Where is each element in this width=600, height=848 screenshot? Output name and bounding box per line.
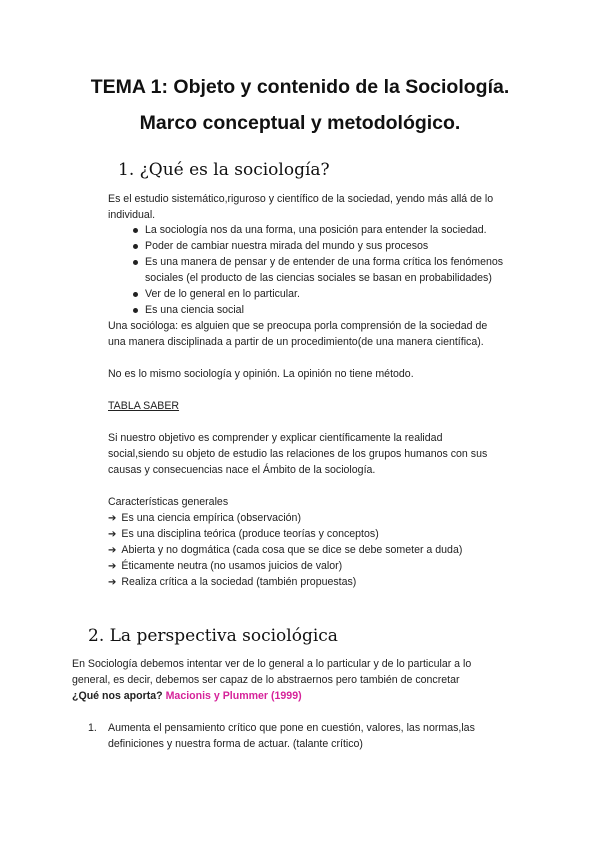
bullet-icon: [133, 260, 138, 265]
section-1-number: 1.: [118, 160, 135, 180]
bullet-item-4: Ver de lo general en lo particular.: [145, 288, 300, 300]
caracteristica-item-5: ➔ Realiza crítica a la sociedad (también propuestas): [108, 576, 357, 588]
bullet-icon: [133, 228, 138, 233]
aporta-item-1-line-2: definiciones y nuestra forma de actuar. (talante crítico): [108, 738, 363, 750]
objetivo-line-2: social,siendo su objeto de estudio las relaciones de los grupos humanos con sus: [108, 448, 488, 460]
bullet-icon: [133, 244, 138, 249]
tabla-saber-label: TABLA SABER: [108, 400, 180, 412]
bullet-item-3: Es una manera de pensar y de entender de una forma crítica los fenómenos: [145, 256, 504, 268]
bullet-item-1: La sociología nos da una forma, una posición para entender la sociedad.: [145, 224, 487, 236]
objetivo-line-3: causas y consecuencias nace el Ámbito de la sociología.: [108, 464, 376, 476]
arrow-icon: ➔: [108, 577, 117, 588]
section-2-heading: [88, 626, 338, 646]
bullet-icon: [133, 292, 138, 297]
perspectiva-intro-line-1: En Sociología debemos intentar ver de lo general a lo particular y de lo particular a lo: [72, 658, 472, 670]
bullet-icon: [133, 308, 138, 313]
document-title-line-1: TEMA 1: Objeto y contenido de la Sociología.: [90, 76, 510, 98]
aporta-question: ¿Qué nos aporta?: [72, 690, 163, 702]
section-1-title: ¿Qué es la sociología?: [139, 160, 330, 180]
caracteristica-item-2: ➔ Es una disciplina teórica (produce teorías y conceptos): [108, 528, 379, 540]
section-2-number: 2.: [88, 626, 105, 646]
bullet-item-5: Es una ciencia social: [145, 304, 244, 316]
sociologa-line-1: Una socióloga: es alguien que se preocupa porla comprensión de la sociedad de: [108, 320, 488, 332]
document-title-line-2: Marco conceptual y metodológico.: [139, 112, 461, 134]
opinion-paragraph: No es lo mismo sociología y opinión. La opinión no tiene método.: [108, 368, 414, 380]
caracteristicas-title: Características generales: [108, 496, 229, 508]
aporta-reference: Macionis y Plummer (1999): [165, 690, 302, 702]
caracteristica-item-4: ➔ Éticamente neutra (no usamos juicios de valor): [108, 560, 343, 572]
sociologa-line-2: una manera disciplinada a partir de un procedimiento(de una manera científica).: [108, 336, 484, 348]
perspectiva-intro-line-2: general, es decir, debemos ser capaz de lo abstraernos pero también de concretar: [72, 674, 460, 686]
aporta-line: [72, 688, 302, 704]
aporta-item-1-line-1: Aumenta el pensamiento crítico que pone en cuestión, valores, las normas,las: [108, 722, 475, 734]
bullet-item-3-continued: sociales (el producto de las ciencias sociales se basan en probabilidades): [145, 272, 492, 284]
section-2-title: La perspectiva sociológica: [109, 626, 338, 646]
arrow-icon: ➔: [108, 529, 117, 540]
caracteristica-item-3: ➔ Abierta y no dogmática (cada cosa que se dice se debe someter a duda): [108, 544, 463, 556]
definition-line-1: Es el estudio sistemático,riguroso y científico de la sociedad, yendo más allá de lo: [108, 193, 494, 205]
definition-line-2: individual.: [108, 209, 156, 221]
section-1-heading: [118, 160, 330, 180]
objetivo-line-1: Si nuestro objetivo es comprender y explicar científicamente la realidad: [108, 432, 443, 444]
list-number: 1.: [88, 722, 97, 734]
caracteristica-item-1: ➔ Es una ciencia empírica (observación): [108, 512, 301, 524]
arrow-icon: ➔: [108, 545, 117, 556]
arrow-icon: ➔: [108, 513, 117, 524]
bullet-item-2: Poder de cambiar nuestra mirada del mundo y sus procesos: [145, 240, 429, 252]
arrow-icon: ➔: [108, 561, 117, 572]
